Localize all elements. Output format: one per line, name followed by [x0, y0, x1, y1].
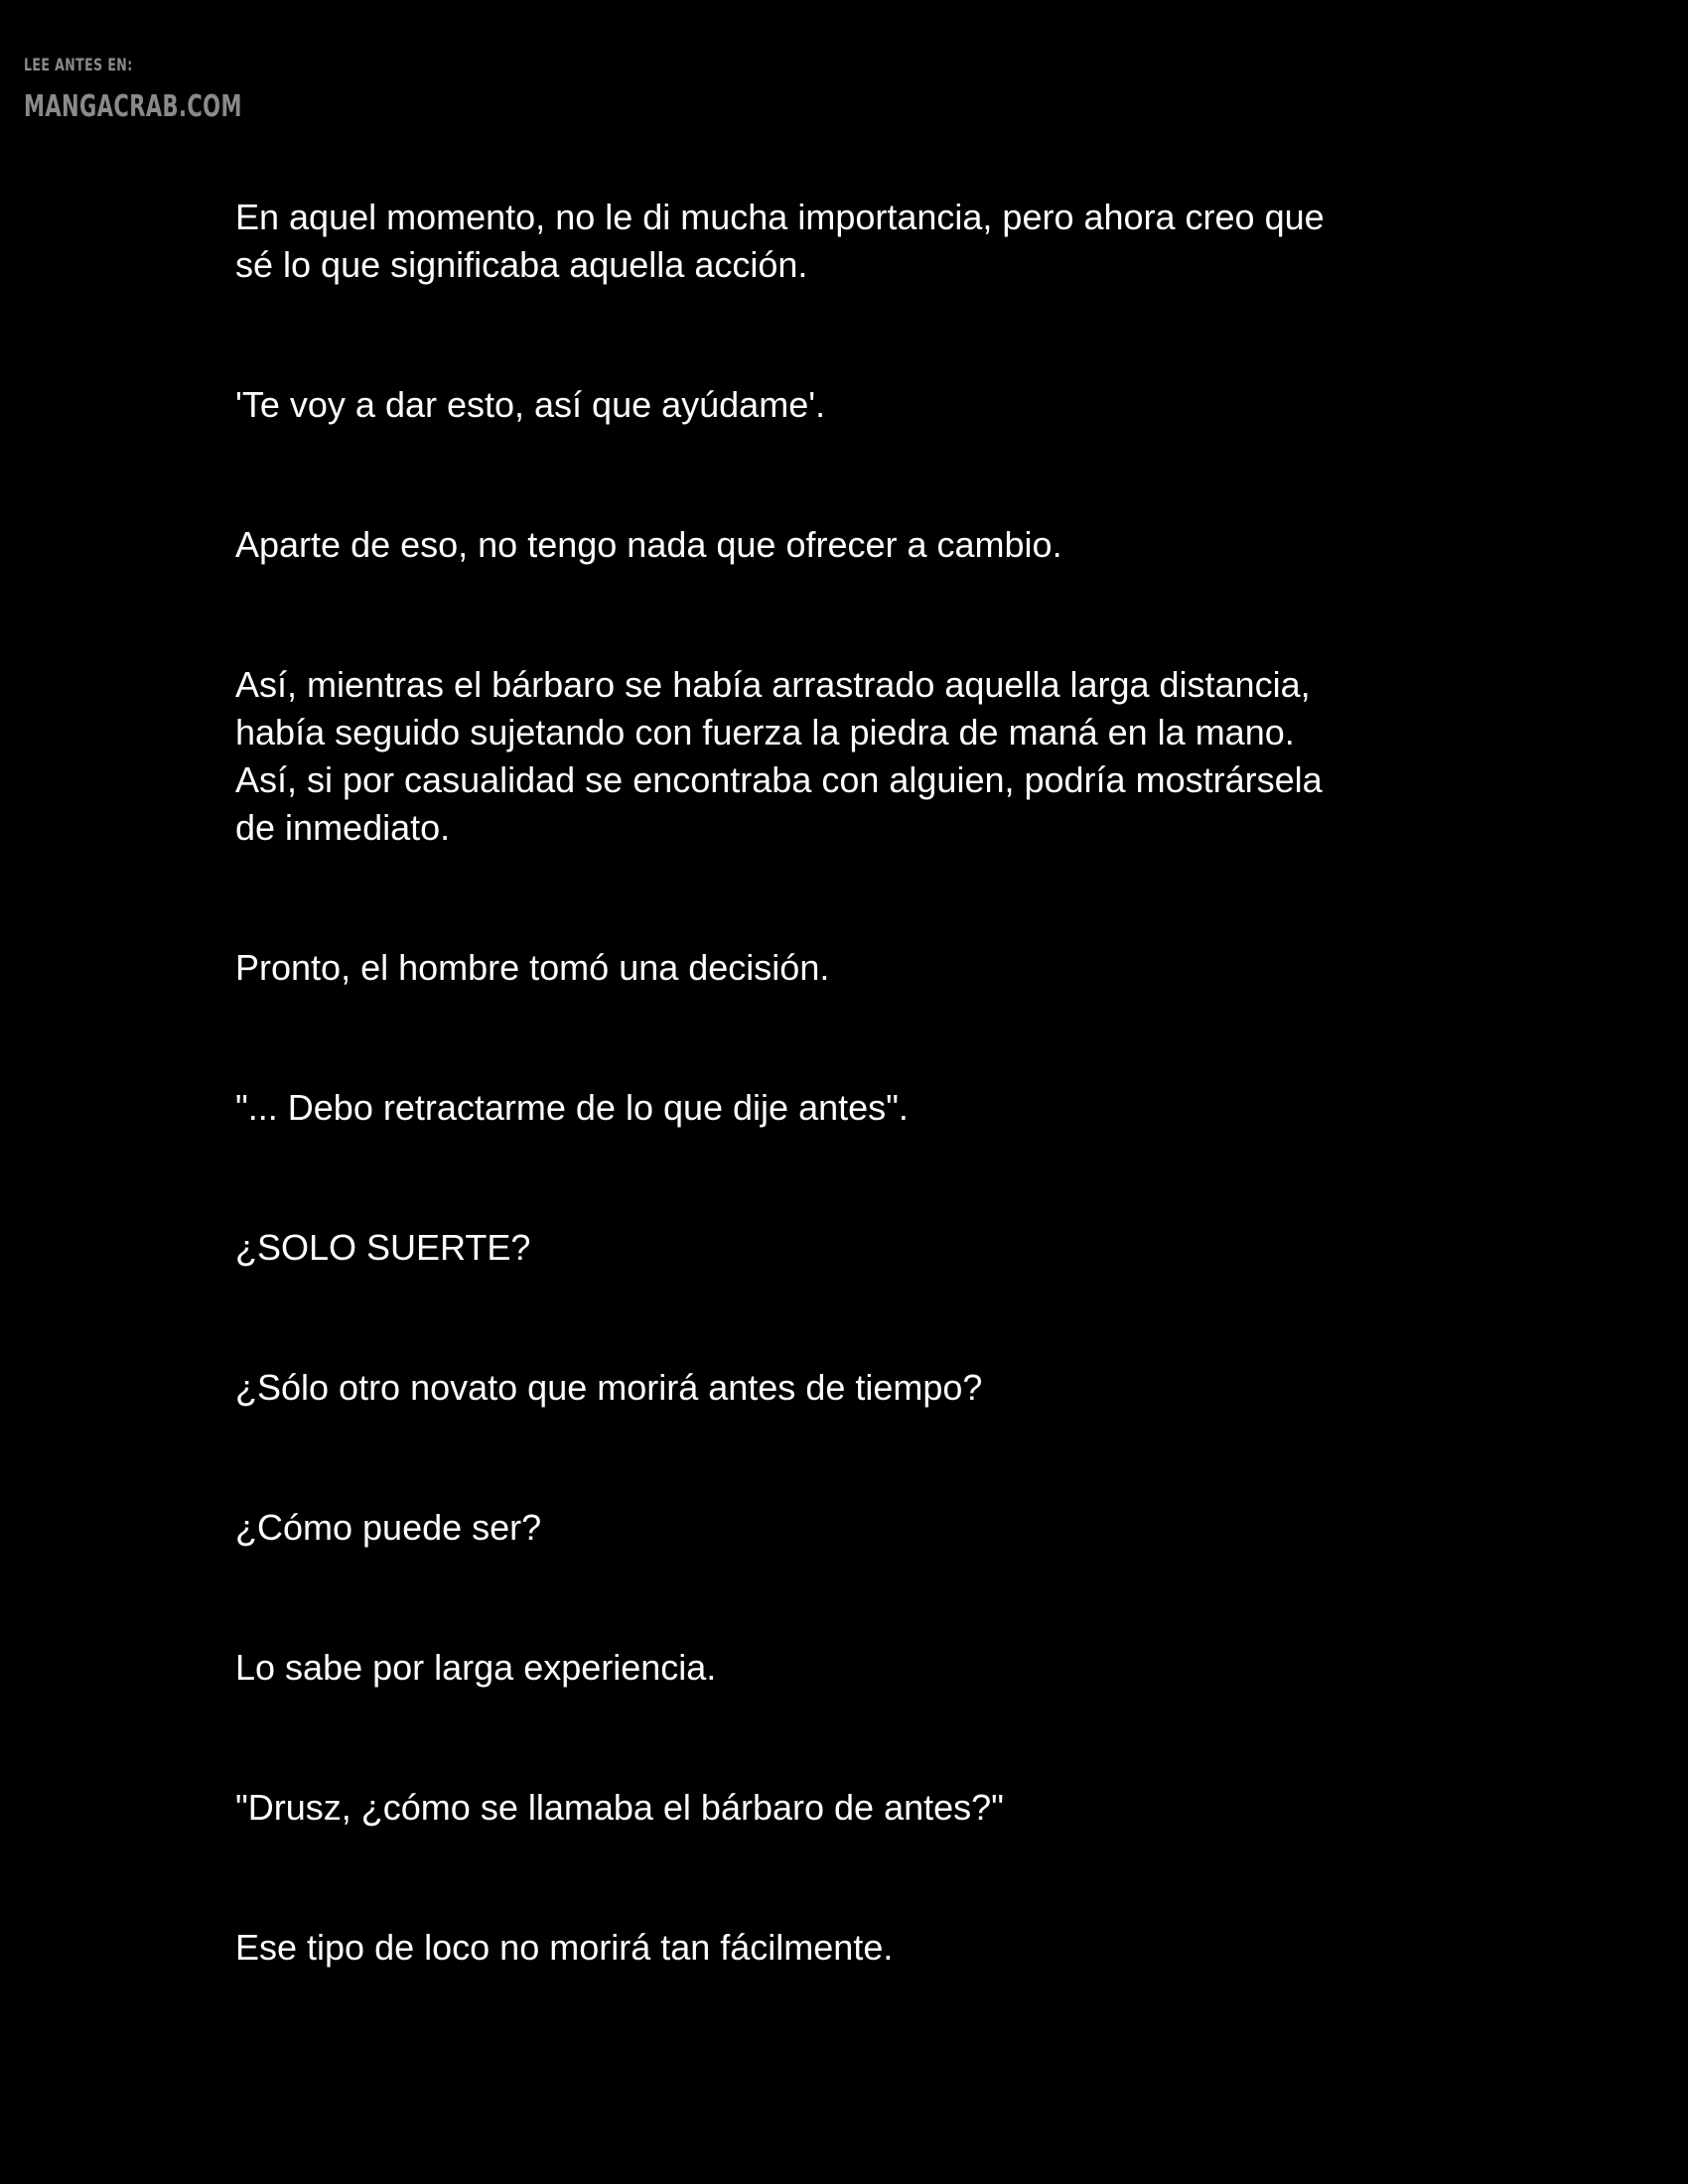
paragraph: Pronto, el hombre tomó una decisión. [235, 947, 830, 988]
story-text [235, 194, 1457, 2064]
paragraph: Aparte de eso, no tengo nada que ofrecer a cambio. [235, 524, 1062, 565]
paragraph: En aquel momento, no le di mucha importancia, pero ahora creo que sé lo que significaba aquella acción. [235, 197, 1325, 285]
paragraph: Así, mientras el bárbaro se había arrastrado aquella larga distancia, había seguido sujetando con fuerza la piedra de maná en la mano. Así, si por casualidad se encontraba con alguien, podría mostrársela de inmediato. [235, 664, 1323, 848]
paragraph: 'Te voy a dar esto, así que ayúdame'. [235, 384, 826, 425]
paragraph: Lo sabe por larga experiencia. [235, 1647, 717, 1688]
paragraph: "... Debo retractarme de lo que dije antes". [235, 1087, 909, 1128]
watermark [24, 58, 304, 122]
watermark-site: MANGACRAB.COM [24, 89, 242, 124]
paragraph: ¿Cómo puede ser? [235, 1507, 542, 1548]
paragraph: ¿Sólo otro novato que morirá antes de tiempo? [235, 1367, 983, 1408]
paragraph: ¿SOLO SUERTE? [235, 1227, 531, 1268]
paragraph: Ese tipo de loco no morirá tan fácilmente. [235, 1927, 894, 1968]
watermark-caption: LEE ANTES EN: [24, 56, 133, 75]
paragraph: "Drusz, ¿cómo se llamaba el bárbaro de antes?" [235, 1787, 1004, 1828]
